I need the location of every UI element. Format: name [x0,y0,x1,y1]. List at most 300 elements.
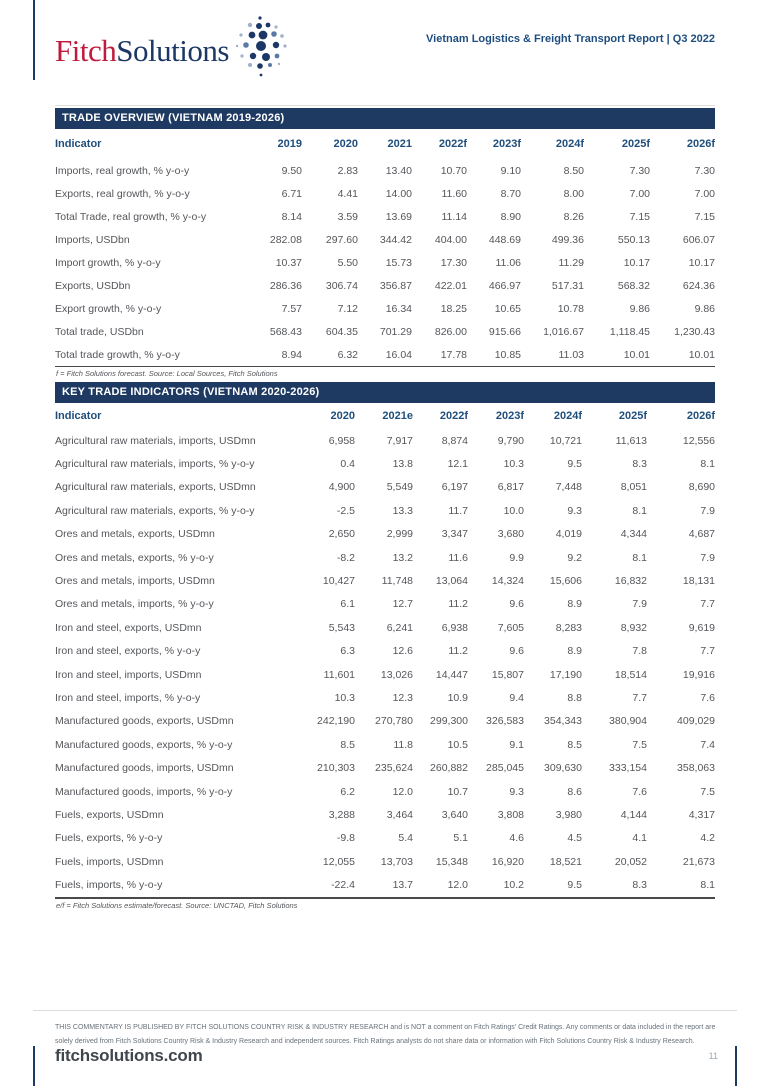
cell-value: 3,808 [497,808,524,821]
row-label: Ores and metals, imports, % y-o-y [55,598,214,611]
cell-value: 8.5 [567,738,582,751]
table-row [55,297,715,320]
cell-value: 20,052 [614,855,647,868]
cell-value: 11.06 [495,256,521,269]
cell-value: 8.26 [563,210,584,223]
cell-value: 13.3 [392,504,413,517]
cell-value: 4,344 [620,528,647,541]
cell-value: 9.50 [281,164,302,177]
cell-value: 6.2 [340,785,355,798]
cell-value: 604.35 [325,325,358,338]
cell-value: 12.6 [392,645,413,658]
row-label: Agricultural raw materials, exports, USDmn [55,481,256,494]
cell-value: 4.41 [337,187,358,200]
cell-value: -9.8 [336,832,355,845]
fitch-solutions-logo [55,16,291,85]
cell-value: 4,019 [555,528,582,541]
cell-value: 18,514 [614,668,647,681]
table-row [55,343,715,366]
cell-value: 2,999 [386,528,413,541]
cell-value: 7.9 [700,551,715,564]
cell-value: 6.71 [281,187,302,200]
cell-value: 11,748 [381,575,413,588]
cell-value: 9.6 [509,598,524,611]
cell-value: -22.4 [331,879,355,892]
row-label: Fuels, imports, USDmn [55,855,164,868]
cell-value: 8.70 [500,187,521,200]
column-header-year: 2023f [495,410,524,422]
table-row [55,733,715,756]
trade-overview-section [55,108,715,382]
row-label: Agricultural raw materials, imports, USDmn [55,434,256,447]
cell-value: 9.4 [509,691,524,704]
cell-value: 18.25 [440,302,467,315]
cell-value: 12.0 [392,785,413,798]
column-header-year: 2020 [330,410,355,422]
cell-value: 448.69 [488,233,521,246]
cell-value: 13.69 [385,210,412,223]
cell-value: 4,900 [328,481,355,494]
cell-value: 915.66 [488,325,521,338]
table-row [55,850,715,873]
logo-wordmark [55,33,229,69]
table-row [55,873,715,896]
cell-value: 11.7 [448,504,468,517]
cell-value: 8.50 [563,164,584,177]
cell-value: 9.86 [629,302,650,315]
table-row [55,182,715,205]
cell-value: 5,543 [328,621,355,634]
cell-value: 17,190 [549,668,582,681]
cell-value: 354,343 [544,715,582,728]
cell-value: 701.29 [379,325,412,338]
cell-value: 517.31 [551,279,584,292]
row-label: Iron and steel, imports, USDmn [55,668,202,681]
table-row [55,499,715,522]
cell-value: 12,055 [322,855,355,868]
column-header-indicator: Indicator [55,138,102,150]
trade-overview-footnote: f = Fitch Solutions forecast. Source: Local Sources, Fitch Solutions [55,366,715,382]
table-row [55,780,715,803]
cell-value: 7.7 [700,645,715,658]
cell-value: 8.1 [700,879,715,892]
cell-value: 7.00 [629,187,650,200]
column-header-year: 2022f [438,138,467,150]
row-label: Total trade, USDbn [55,325,144,338]
cell-value: 8.94 [281,348,302,361]
table-row [55,546,715,569]
cell-value: 568.43 [269,325,302,338]
table-row [55,523,715,546]
cell-value: 7.6 [632,785,647,798]
cell-value: 16.34 [385,302,412,315]
table-row [55,593,715,616]
table-top-divider [55,105,715,106]
cell-value: 10.7 [447,785,468,798]
cell-value: 15.73 [385,256,412,269]
cell-value: 17.30 [440,256,467,269]
cell-value: 10.01 [623,348,650,361]
row-label: Total Trade, real growth, % y-o-y [55,210,207,223]
table-row [55,803,715,826]
cell-value: 9.3 [567,504,582,517]
row-label: Manufactured goods, imports, USDmn [55,762,234,775]
table-row [55,159,715,182]
cell-value: 1,118.45 [609,325,650,338]
column-header-year: 2019 [277,138,302,150]
cell-value: 10.01 [688,348,715,361]
cell-value: 8,932 [620,621,647,634]
row-label: Agricultural raw materials, imports, % y-o-y [55,458,255,471]
cell-value: 8.3 [632,879,647,892]
cell-value: 6.3 [340,645,355,658]
column-header-year: 2020 [333,138,358,150]
cell-value: 5,549 [386,481,413,494]
cell-value: 1,230.43 [674,325,715,338]
cell-value: 9,790 [497,434,524,447]
cell-value: 6,817 [497,481,524,494]
bottom-right-rule [735,1046,737,1086]
cell-value: 7.6 [700,691,715,704]
cell-value: 568.32 [617,279,650,292]
cell-value: 9,619 [688,621,715,634]
table-row [55,756,715,779]
cell-value: 550.13 [617,233,650,246]
cell-value: 11,613 [615,434,647,447]
cell-value: 13.40 [385,164,412,177]
cell-value: 10.5 [447,738,468,751]
cell-value: 4,687 [688,528,715,541]
cell-value: 8.9 [567,645,582,658]
column-header-year: 2026f [686,410,715,422]
cell-value: 12,556 [682,434,715,447]
key-trade-indicators-section [55,382,715,914]
column-header-year: 2023f [492,138,521,150]
column-header-year: 2024f [553,410,582,422]
cell-value: 12.0 [447,879,468,892]
cell-value: 4.2 [700,832,715,845]
cell-value: 4.5 [567,832,582,845]
cell-value: 16,832 [614,575,647,588]
table-row [55,251,715,274]
top-left-rule [33,0,35,80]
logo-fitch: Fitch [55,32,117,68]
cell-value: 422.01 [434,279,467,292]
cell-value: 344.42 [379,233,412,246]
cell-value: 358,063 [677,762,715,775]
cell-value: 11.6 [448,551,468,564]
table-header-row [55,403,715,429]
table-row [55,686,715,709]
row-label: Imports, USDbn [55,233,130,246]
cell-value: 18,521 [549,855,582,868]
cell-value: 15,807 [491,668,524,681]
cell-value: 404.00 [434,233,467,246]
row-label: Iron and steel, exports, USDmn [55,621,202,634]
cell-value: 4,144 [620,808,647,821]
logo-solutions: Solutions [116,32,229,68]
footer-divider [33,1010,737,1011]
row-label: Ores and metals, imports, USDmn [55,575,215,588]
cell-value: 12.1 [447,458,468,471]
table-row [55,429,715,452]
cell-value: 9.86 [694,302,715,315]
cell-value: 7.8 [632,645,647,658]
table-row [55,640,715,663]
cell-value: 7.5 [632,738,647,751]
cell-value: 13.7 [392,879,413,892]
table-row [55,710,715,733]
column-header-year: 2025f [618,410,647,422]
cell-value: 7.30 [629,164,650,177]
cell-value: 4,317 [688,808,715,821]
cell-value: 7.15 [629,210,650,223]
cell-value: 826.00 [434,325,467,338]
trade-overview-title-bar: TRADE OVERVIEW (VIETNAM 2019-2026) [55,108,715,129]
cell-value: 8.3 [632,458,647,471]
column-header-indicator: Indicator [55,410,102,422]
row-label: Fuels, imports, % y-o-y [55,879,163,892]
key-trade-indicators-title-bar: KEY TRADE INDICATORS (VIETNAM 2020-2026) [55,382,715,403]
cell-value: 309,630 [544,762,582,775]
cell-value: 9.5 [567,879,582,892]
column-header-year: 2026f [686,138,715,150]
cell-value: 285,045 [486,762,524,775]
cell-value: -8.2 [336,551,355,564]
cell-value: 286.36 [269,279,302,292]
cell-value: 8,874 [441,434,468,447]
column-header-year: 2025f [621,138,650,150]
fitchsolutions-website-link[interactable]: fitchsolutions.com [55,1046,203,1065]
cell-value: 7,448 [555,481,582,494]
cell-value: 326,583 [486,715,524,728]
table-header-row [55,129,715,159]
cell-value: 380,904 [609,715,647,728]
table-row [55,616,715,639]
cell-value: 6.32 [337,348,358,361]
cell-value: 260,882 [430,762,468,775]
cell-value: 7.30 [694,164,715,177]
cell-value: 2,650 [328,528,355,541]
cell-value: 8,690 [688,481,715,494]
cell-value: 10.85 [494,348,521,361]
cell-value: 4.1 [632,832,647,845]
cell-value: 242,190 [317,715,355,728]
row-label: Total trade growth, % y-o-y [55,348,180,361]
page-number: 11 [708,1051,718,1061]
key-trade-indicators-footnote: e/f = Fitch Solutions estimate/forecast. Source: UNCTAD, Fitch Solutions [55,897,715,914]
cell-value: 11.8 [393,738,413,751]
cell-value: 7.5 [700,785,715,798]
cell-value: 15,348 [435,855,468,868]
cell-value: 11.29 [558,256,584,269]
cell-value: 306.74 [325,279,358,292]
row-label: Manufactured goods, imports, % y-o-y [55,785,233,798]
cell-value: 356.87 [379,279,412,292]
row-label: Fuels, exports, % y-o-y [55,832,163,845]
cell-value: 10.37 [275,256,302,269]
cell-value: 8.1 [632,504,647,517]
row-label: Exports, real growth, % y-o-y [55,187,190,200]
cell-value: 8.00 [563,187,584,200]
row-label: Iron and steel, exports, % y-o-y [55,645,201,658]
cell-value: 6,241 [386,621,413,634]
table-row [55,228,715,251]
cell-value: 624.36 [682,279,715,292]
column-header-year: 2024f [555,138,584,150]
cell-value: 8.6 [567,785,582,798]
cell-value: 3,680 [497,528,524,541]
row-label: Import growth, % y-o-y [55,256,161,269]
cell-value: 4.6 [509,832,524,845]
row-label: Exports, USDbn [55,279,131,292]
cell-value: 10.17 [623,256,650,269]
cell-value: 7.15 [694,210,715,223]
cell-value: 6.1 [340,598,355,611]
cell-value: 16.04 [385,348,412,361]
row-label: Imports, real growth, % y-o-y [55,164,190,177]
row-label: Export growth, % y-o-y [55,302,162,315]
cell-value: 21,673 [682,855,715,868]
cell-value: 7.9 [632,598,647,611]
cell-value: 10.17 [688,256,715,269]
row-label: Agricultural raw materials, exports, % y-o-y [55,504,255,517]
cell-value: 10.9 [447,691,468,704]
cell-value: 606.07 [682,233,715,246]
row-label: Ores and metals, exports, USDmn [55,528,215,541]
table-row [55,320,715,343]
cell-value: 8.90 [500,210,521,223]
cell-value: 7.7 [632,691,647,704]
table-row [55,569,715,592]
cell-value: 282.08 [269,233,302,246]
cell-value: 13.8 [392,458,413,471]
cell-value: 11.03 [558,348,584,361]
cell-value: 7,917 [386,434,413,447]
cell-value: 7.00 [694,187,715,200]
cell-value: 10.70 [440,164,467,177]
cell-value: 10.0 [503,504,524,517]
cell-value: 3,464 [386,808,413,821]
cell-value: 10.2 [503,879,524,892]
report-title: Vietnam Logistics & Freight Transport Report | Q3 2022 [426,33,715,45]
cell-value: 3,347 [441,528,468,541]
cell-value: 466.97 [488,279,521,292]
cell-value: 11.14 [441,210,467,223]
cell-value: 11.60 [441,187,467,200]
cell-value: 8.8 [567,691,582,704]
cell-value: 9.6 [509,645,524,658]
cell-value: 7.12 [337,302,358,315]
cell-value: 7.9 [700,504,715,517]
cell-value: 7,605 [497,621,524,634]
cell-value: 9.3 [509,785,524,798]
cell-value: 13,026 [380,668,413,681]
cell-value: 499.36 [551,233,584,246]
cell-value: 13,064 [435,575,468,588]
cell-value: 10.65 [494,302,521,315]
cell-value: 9.9 [509,551,524,564]
row-label: Iron and steel, imports, % y-o-y [55,691,201,704]
table-row [55,827,715,850]
cell-value: 3,640 [441,808,468,821]
cell-value: 9.1 [509,738,524,751]
trade-overview-table [55,129,715,366]
cell-value: 8.5 [340,738,355,751]
row-label: Ores and metals, exports, % y-o-y [55,551,214,564]
cell-value: 235,624 [375,762,413,775]
cell-value: 3,980 [555,808,582,821]
cell-value: 17.78 [440,348,467,361]
bottom-left-rule [33,1046,35,1086]
table-row [55,274,715,297]
cell-value: 9.10 [500,164,521,177]
cell-value: 299,300 [430,715,468,728]
cell-value: 2.83 [337,164,358,177]
cell-value: 5.1 [453,832,468,845]
cell-value: 14,447 [435,668,468,681]
cell-value: 6,197 [441,481,468,494]
row-label: Manufactured goods, exports, % y-o-y [55,738,233,751]
cell-value: 5.50 [337,256,358,269]
cell-value: 10,721 [549,434,582,447]
cell-value: 1,016.67 [543,325,584,338]
cell-value: 0.4 [340,458,355,471]
cell-value: 8.14 [281,210,302,223]
table-row [55,663,715,686]
cell-value: 8,051 [620,481,647,494]
column-header-year: 2021e [382,410,413,422]
cell-value: 13.2 [392,551,413,564]
cell-value: 9.2 [567,551,582,564]
cell-value: 5.4 [398,832,413,845]
cell-value: 11.2 [448,645,468,658]
cell-value: 15,606 [549,575,582,588]
cell-value: 14,324 [491,575,524,588]
cell-value: 19,916 [682,668,715,681]
cell-value: 8.1 [632,551,647,564]
cell-value: 3,288 [328,808,355,821]
cell-value: 13,703 [380,855,413,868]
cell-value: 8,283 [555,621,582,634]
cell-value: 7.57 [281,302,302,315]
cell-value: 10.78 [557,302,584,315]
cell-value: 297.60 [325,233,358,246]
cell-value: 10.3 [503,458,524,471]
cell-value: 7.7 [700,598,715,611]
table-row [55,476,715,499]
cell-value: 210,303 [317,762,355,775]
cell-value: 409,029 [677,715,715,728]
cell-value: 11.2 [448,598,468,611]
cell-value: 12.3 [392,691,413,704]
footer-disclaimer: THIS COMMENTARY IS PUBLISHED BY FITCH SOLUTIONS COUNTRY RISK & INDUSTRY RESEARCH and is NOT a comment on Fitch Ratings' Credit Ratings. Any comments or data included in the report are solely derived from Fitch Solutions Country Risk & Industry Research and independent sources. Fitch Ratings analysts do not share data or information with Fitch Solutions Country Risk & Industry Research. [55,1024,716,1045]
cell-value: 14.00 [385,187,412,200]
column-header-year: 2022f [439,410,468,422]
cell-value: 12.7 [392,598,413,611]
cell-value: 6,958 [328,434,355,447]
cell-value: 333,154 [609,762,647,775]
cell-value: 10.3 [334,691,355,704]
row-label: Manufactured goods, exports, USDmn [55,715,234,728]
cell-value: 270,780 [375,715,413,728]
row-label: Fuels, exports, USDmn [55,808,164,821]
cell-value: 10,427 [322,575,355,588]
cell-value: 16,920 [491,855,524,868]
fitch-dots-icon [233,14,291,85]
table-row [55,205,715,228]
cell-value: 18,131 [682,575,715,588]
